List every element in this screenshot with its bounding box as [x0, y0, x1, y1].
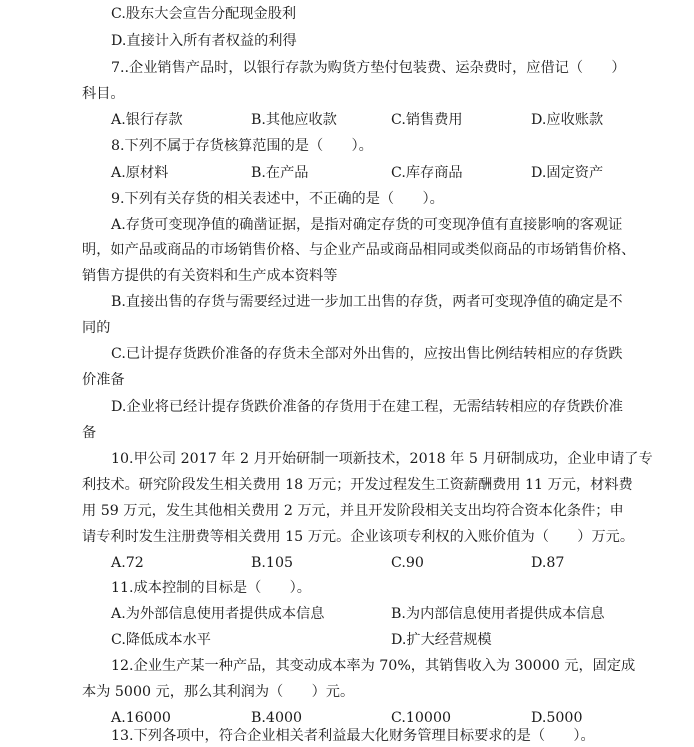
q9-option-a-line-1: A.存货可变现净值的确凿证据，是指对确定存货的可变现净值有直接影响的客观证 — [111, 217, 623, 233]
q7-option-b: B.其他应收款 — [251, 112, 337, 128]
q7-stem-line-1: 7..企业销售产品时，以银行存款为购货方垫付包装费、运杂费时，应借记（ ） — [111, 60, 626, 76]
q12-option-b: B.4000 — [251, 710, 303, 726]
q7-option-a: A.银行存款 — [111, 112, 183, 128]
q10-option-c: C.90 — [391, 555, 424, 571]
q9-option-b-line-2: 同的 — [82, 320, 111, 336]
q9-option-c-line-1: C.已计提存货跌价准备的存货未全部对外出售的，应按出售比例结转相应的存货跌 — [111, 346, 623, 362]
q7-option-c: C.销售费用 — [391, 112, 463, 128]
q8-option-b: B.在产品 — [251, 165, 309, 181]
q12-stem-line-1: 12.企业生产某一种产品，其变动成本率为 70%，其销售收入为 30000 元，固定成 — [111, 658, 636, 674]
q12-stem-line-2: 本为 5000 元，那么其利润为（ ）元。 — [82, 684, 355, 700]
q11-option-d: D.扩大经营规模 — [391, 632, 492, 648]
q7-stem-line-2: 科目。 — [82, 86, 125, 102]
q12-option-a: A.16000 — [111, 710, 171, 726]
q9-option-d-line-1: D.企业将已经计提存货跌价准备的存货用于在建工程，无需结转相应的存货跌价准 — [111, 399, 623, 415]
q11-option-b: B.为内部信息使用者提供成本信息 — [391, 606, 605, 622]
q10-option-b: B.105 — [251, 555, 294, 571]
q6-option-c: C.股东大会宣告分配现金股利 — [111, 6, 297, 22]
q8-option-c: C.库存商品 — [391, 165, 463, 181]
q9-option-a-line-3: 销售方提供的有关资料和生产成本资料等 — [82, 268, 338, 284]
q10-stem-line-3: 用 59 万元，发生其他相关费用 2 万元，并且开发阶段相关支出均符合资本化条件；申 — [82, 503, 624, 519]
q13-stem: 13.下列各项中，符合企业相关者利益最大化财务管理目标要求的是（ ）。 — [111, 728, 595, 744]
q9-option-c-line-2: 价准备 — [82, 372, 125, 388]
q10-stem-line-1: 10.甲公司 2017 年 2 月开始研制一项新技术，2018 年 5 月研制成功，企业申请了专 — [111, 451, 653, 467]
q10-stem-line-2: 利技术。研究阶段发生相关费用 18 万元；开发过程发生工资薪酬费用 11 万元，材料费 — [82, 477, 633, 493]
q12-option-c: C.10000 — [391, 710, 451, 726]
q11-option-a: A.为外部信息使用者提供成本信息 — [111, 606, 325, 622]
q9-option-d-line-2: 备 — [82, 425, 97, 441]
q11-stem: 11.成本控制的目标是（ ）。 — [111, 580, 311, 596]
q10-option-a: A.72 — [111, 555, 144, 571]
q8-stem: 8.下列不属于存货核算范围的是（ ）。 — [111, 138, 373, 154]
q7-option-d: D.应收账款 — [531, 112, 604, 128]
q9-stem: 9.下列有关存货的相关表述中，不正确的是（ ）。 — [111, 191, 444, 207]
q9-option-a-line-2: 明，如产品或商品的市场销售价格、与企业产品或商品相同或类似商品的市场销售价格、 — [82, 242, 636, 258]
q8-option-a: A.原材料 — [111, 165, 169, 181]
q12-option-d: D.5000 — [531, 710, 583, 726]
q6-option-d: D.直接计入所有者权益的利得 — [111, 33, 297, 49]
q9-option-b-line-1: B.直接出售的存货与需要经过进一步加工出售的存货，两者可变现净值的确定是不 — [111, 294, 623, 310]
q8-option-d: D.固定资产 — [531, 165, 604, 181]
q10-option-d: D.87 — [531, 555, 565, 571]
q10-stem-line-4: 请专利时发生注册费等相关费用 15 万元。企业该项专利权的入账价值为（ ）万元。 — [82, 529, 635, 545]
q11-option-c: C.降低成本水平 — [111, 632, 211, 648]
